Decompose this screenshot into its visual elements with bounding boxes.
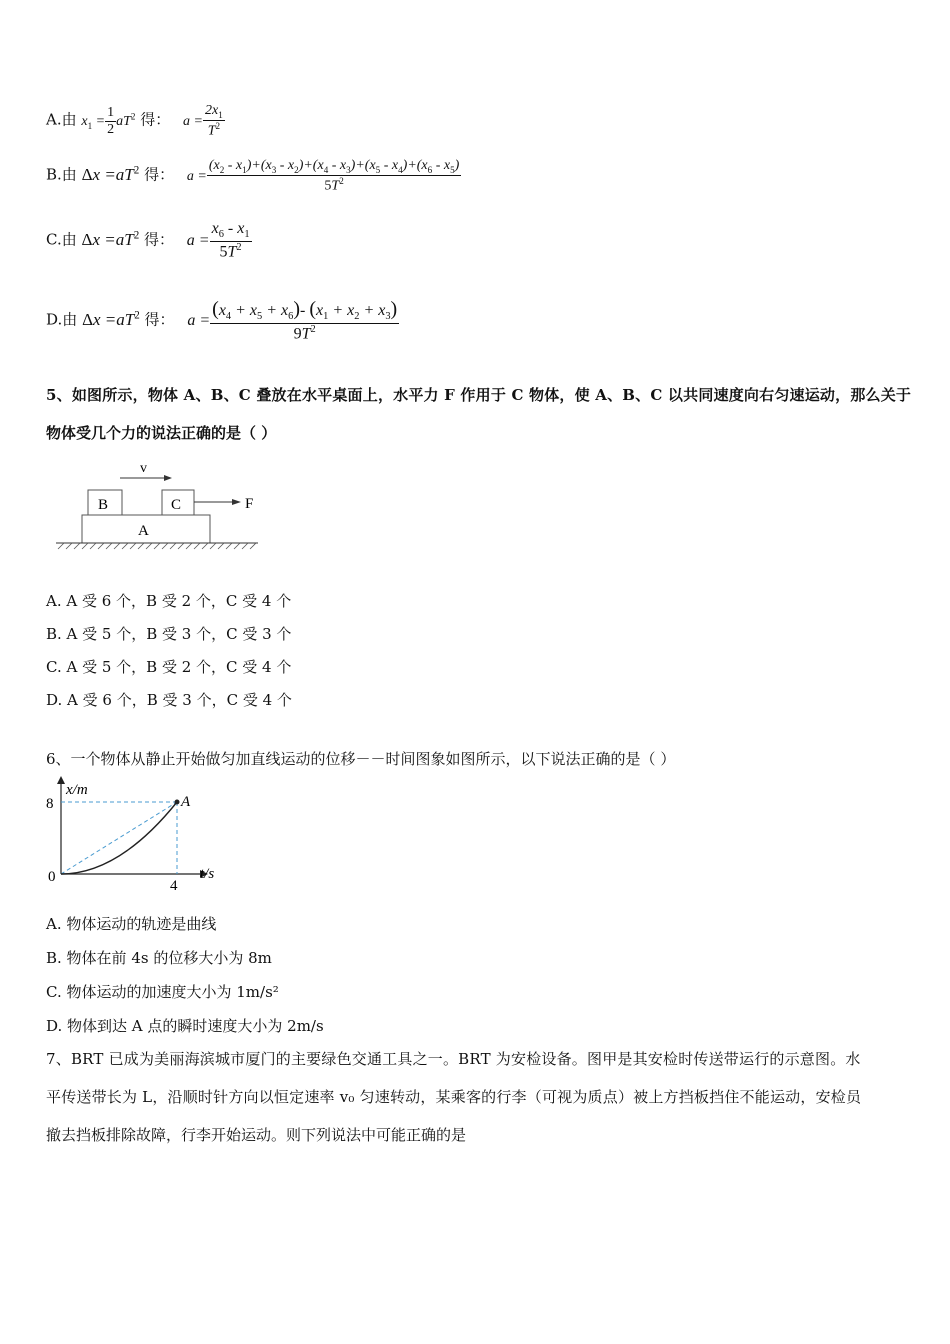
q5-stem-line1: 5、如图所示，物体 A、B、C 叠放在水平桌面上，水平力 F 作用于 C 物体，使 A、B、C 以共同速度向右匀速运动，那么关于	[46, 386, 912, 404]
q4-option-a: A.由 $x_1$ = $\frac{1}{2}$ $aT^2$ 得： a = $\frac{2x_1}{T^2}$	[46, 103, 223, 139]
force-label: F	[245, 496, 254, 512]
q7-line3: 撤去挡板排除故障，行李开始运动。则下列说法中可能正确的是	[46, 1126, 467, 1144]
q4-option-b: B.由 $\Delta x =aT^2$ 得： a = $\frac{(x_2 - x_1)+(x_3 - x_2)+(x_4 - x_3)+(x_5 - x_4)+(x_6 - x_5)}{5T^2}$	[46, 158, 460, 194]
origin-label: 0	[48, 869, 56, 885]
formula-c-result: a = $\frac{x_6 - x_1}{5T^2}$	[186, 220, 250, 261]
formula-d-result: a = $\frac{(x_4 + x_5 + x_6)- (x_1 + x_2 + x_3)}{9T^2}$	[187, 298, 398, 343]
ground-hatching	[58, 543, 256, 549]
force-arrowhead	[232, 499, 241, 505]
q7-line1: 7、BRT 已成为美丽海滨城市厦门的主要绿色交通工具之一。BRT 为安检设备。图甲是其安检时传送带运行的示意图。水	[46, 1050, 861, 1068]
point-a-label: A	[181, 794, 191, 810]
block-a-label: A	[138, 523, 149, 539]
q5-option-a: A. A 受 6 个，B 受 2 个，C 受 4 个	[46, 592, 292, 610]
y-axis-label: x/m	[66, 782, 88, 798]
position-curve	[61, 802, 177, 874]
q6-option-a: A. 物体运动的轨迹是曲线	[46, 915, 217, 933]
q5-option-c: C. A 受 5 个，B 受 2 个，C 受 4 个	[46, 658, 292, 676]
formula-a-result: a = $\frac{2x_1}{T^2}$	[183, 103, 223, 139]
chord-line	[61, 802, 177, 874]
q6-option-b: B. 物体在前 4s 的位移大小为 8m	[46, 949, 272, 967]
q5-option-b: B. A 受 5 个，B 受 3 个，C 受 3 个	[46, 625, 292, 643]
q4-option-c: C.由 $\Delta x =aT^2$ 得： a = $\frac{x_6 - x_1}{5T^2}$	[46, 220, 250, 261]
x-axis-label: t/s	[200, 866, 215, 882]
y-tick-8: 8	[46, 796, 54, 812]
formula-b-result: a = $\frac{(x_2 - x_1)+(x_3 - x_2)+(x_4 - x_3)+(x_5 - x_4)+(x_6 - x_5)}{5T^2}$	[186, 158, 460, 194]
velocity-arrowhead	[164, 475, 172, 481]
formula-b-given: $\Delta x =aT^2$	[81, 164, 140, 184]
q5-option-d: D. A 受 6 个，B 受 3 个，C 受 4 个	[46, 691, 292, 709]
q4-option-d: D.由 $\Delta x =aT^2$ 得： a = $\frac{(x_4 + x_5 + x_6)- (x_1 + x_2 + x_3)}{9T^2}$	[46, 298, 398, 343]
q6-option-c: C. 物体运动的加速度大小为 1m/s²	[46, 983, 279, 1001]
formula-a-given: $x_1$ = $\frac{1}{2}$ $aT^2$	[81, 104, 136, 137]
q7-line2: 平传送带长为 L，沿顺时针方向以恒定速率 v₀ 匀速转动，某乘客的行李（可视为质点）被上方挡板挡住不能运动，安检员	[46, 1088, 862, 1106]
q6-stem: 6、一个物体从静止开始做匀加直线运动的位移－－时间图象如图所示，以下说法正确的是（ ）	[46, 750, 676, 768]
point-a-dot	[175, 800, 180, 805]
block-c-label: C	[171, 497, 182, 513]
formula-d-given: $\Delta x =aT^2$	[82, 308, 140, 329]
q6-xt-graph	[40, 774, 230, 894]
block-b-label: B	[98, 497, 109, 513]
q5-blocks-figure	[52, 456, 272, 556]
q5-stem-line2: 物体受几个力的说法正确的是（ ）	[46, 424, 277, 442]
y-axis-arrow	[57, 776, 65, 784]
q6-option-d: D. 物体到达 A 点的瞬时速度大小为 2m/s	[46, 1017, 324, 1035]
x-tick-4: 4	[170, 878, 178, 894]
formula-c-given: $\Delta x =aT^2$	[81, 228, 140, 249]
velocity-label: v	[140, 461, 147, 476]
